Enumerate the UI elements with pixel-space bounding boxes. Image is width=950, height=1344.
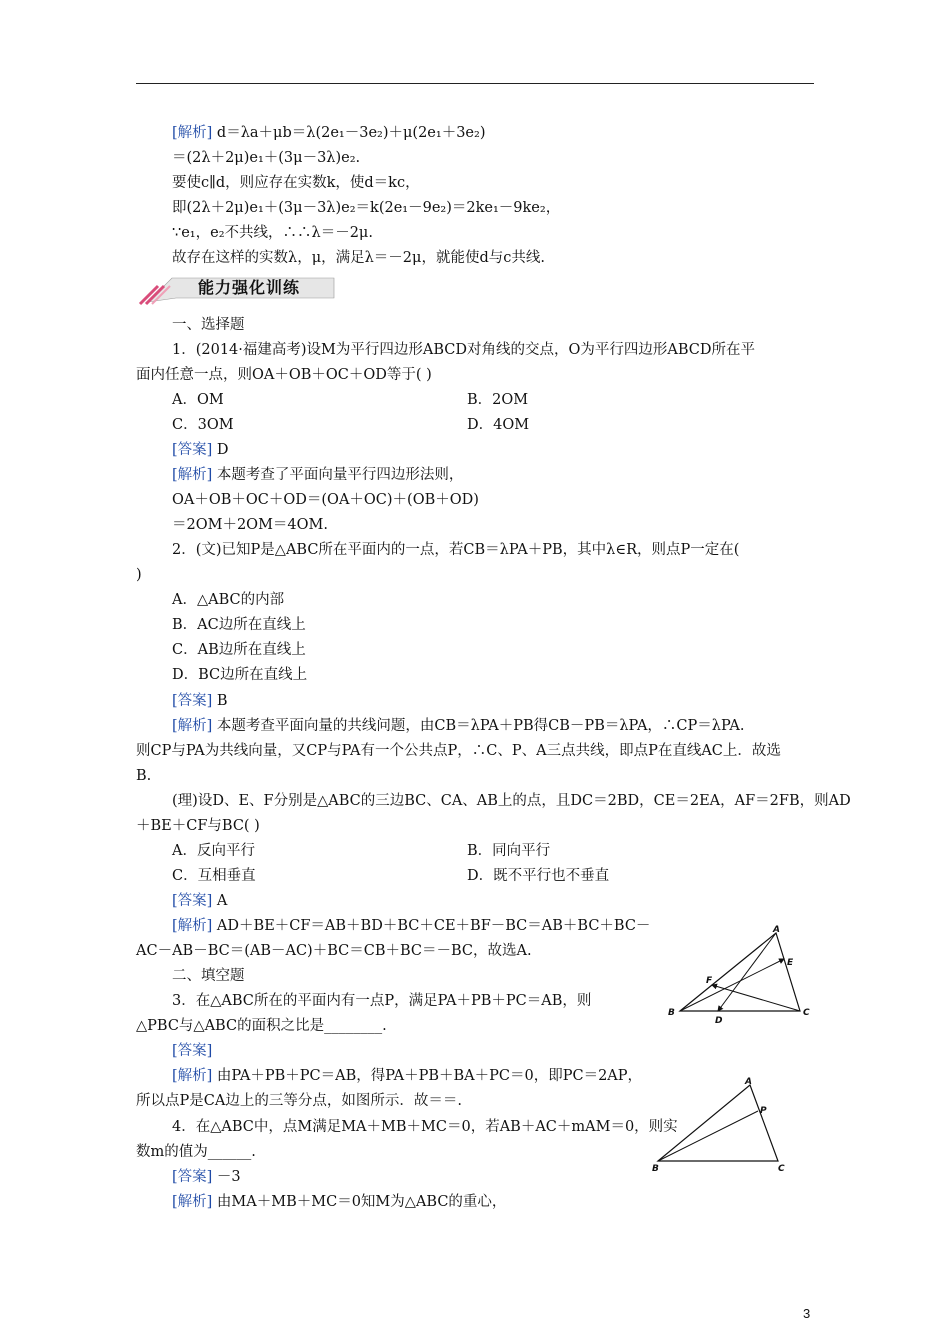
text-line — [172, 515, 328, 535]
line-text: ＋BE＋CF与BC( ) — [136, 818, 260, 834]
text-line — [172, 716, 744, 736]
line-text: 所以点P是CA边上的三等分点，如图所示．故＝＝. — [136, 1093, 462, 1109]
header-rule — [136, 83, 814, 84]
text-line — [172, 916, 650, 936]
text-line — [467, 841, 550, 861]
fig1-label-A: A — [773, 925, 780, 935]
line-text: 4．在△ABC中，点M满足MA＋MB＋MC＝0，若AB＋AC＋mAM＝0，则实 — [172, 1119, 678, 1135]
text-line — [172, 1167, 241, 1187]
text-line — [172, 173, 420, 193]
line-text: AC－AB－BC＝(AB－AC)＋BC＝CB＋BC＝－BC，故选A. — [136, 943, 532, 959]
text-line — [172, 866, 256, 886]
line-text: 要使c∥d，则应存在实数k，使d＝kc， — [172, 175, 420, 191]
text-line — [172, 615, 306, 635]
line-text: ) — [136, 567, 142, 583]
analysis-tag: [解析] — [172, 125, 213, 141]
text-line — [172, 390, 224, 410]
line-text: 2．(文)已知P是△ABC所在平面内的一点，若CB＝λPA＋PB，其中λ∈R，则点P一定在( — [172, 542, 740, 558]
text-line — [172, 1066, 642, 1086]
text-line — [172, 148, 360, 168]
line-text: B．AC边所在直线上 — [172, 617, 306, 633]
line-text: 由MA＋MB＋MC＝0知M为△ABC的重心， — [212, 1194, 507, 1210]
answer-tag: [答案] — [172, 893, 213, 909]
line-text: 数m的值为______. — [136, 1144, 256, 1160]
fig2-label-C: C — [778, 1164, 785, 1174]
analysis-tag: [解析] — [172, 718, 213, 734]
line-text: A．OM — [172, 392, 224, 408]
text-line — [172, 966, 245, 986]
line-text: A．△ABC的内部 — [172, 592, 285, 608]
line-text: 二、填空题 — [172, 968, 245, 984]
figure-triangle-def — [664, 925, 816, 1025]
fig1-label-F: F — [706, 976, 713, 986]
text-line — [172, 891, 227, 911]
text-line — [172, 248, 545, 268]
line-text: C．AB边所在直线上 — [172, 642, 306, 658]
answer-tag: [答案] — [172, 693, 213, 709]
text-line — [172, 1041, 212, 1061]
text-line — [136, 1142, 256, 1162]
text-line — [172, 465, 463, 485]
text-line — [172, 841, 255, 861]
text-line — [136, 1016, 387, 1036]
text-line — [172, 691, 228, 711]
text-line — [172, 340, 755, 360]
text-line — [136, 766, 151, 786]
line-text: ＝(2λ＋2μ)e₁＋(3μ－3λ)e₂. — [172, 150, 361, 166]
text-line — [172, 791, 851, 811]
text-line — [467, 866, 609, 886]
fig2-label-B: B — [652, 1164, 659, 1174]
text-line — [172, 123, 485, 143]
line-text: d＝λa＋μb＝λ(2e₁－3e₂)＋μ(2e₁＋3e₂) — [212, 125, 486, 141]
text-line — [136, 741, 781, 761]
line-text: AD＋BE＋CF＝AB＋BD＋BC＋CE＋BF－BC＝AB＋BC＋BC－ — [212, 918, 651, 934]
line-text: 一、选择题 — [172, 317, 245, 333]
fig2-label-A: A — [745, 1077, 752, 1087]
fig1-label-C: C — [803, 1008, 810, 1018]
text-line — [172, 440, 229, 460]
text-line — [172, 665, 307, 685]
analysis-tag: [解析] — [172, 918, 213, 934]
line-text: △PBC与△ABC的面积之比是________. — [136, 1018, 387, 1034]
figure-triangle-p — [650, 1075, 800, 1175]
line-text: A — [212, 893, 228, 909]
text-line — [172, 315, 245, 335]
answer-tag: [答案] — [172, 1043, 213, 1059]
text-line — [172, 198, 560, 218]
text-line — [136, 941, 532, 961]
line-text: ＝2OM＋2OM＝4OM. — [172, 517, 328, 533]
text-line — [172, 1117, 678, 1137]
line-text: 故存在这样的实数λ，μ，满足λ＝－2μ，就能使d与c共线. — [172, 250, 545, 266]
line-text: 由PA＋PB＋PC＝AB，得PA＋PB＋BA＋PC＝0，即PC＝2AP， — [212, 1068, 643, 1084]
text-line — [136, 1091, 462, 1111]
section-banner-label: 能力强化训练 — [198, 278, 301, 297]
fig1-label-E: E — [787, 958, 794, 968]
fig2-label-P: P — [760, 1106, 767, 1116]
text-line — [172, 490, 479, 510]
text-line — [136, 565, 142, 585]
line-text: 面内任意一点，则OA＋OB＋OC＋OD等于( ) — [136, 367, 432, 383]
line-text: 本题考查平面向量的共线问题，由CB＝λPA＋PB得CB－PB＝λPA，∴CP＝λPA. — [212, 718, 745, 734]
line-text: D．4OM — [467, 417, 530, 433]
fig1-label-D: D — [715, 1016, 723, 1025]
line-text: ∵e₁，e₂不共线，∴∴λ＝－2μ. — [172, 225, 373, 241]
page-number: 3 — [803, 1306, 811, 1321]
text-line — [136, 365, 432, 385]
text-line — [136, 816, 260, 836]
line-text: B. — [136, 768, 152, 784]
text-line — [172, 1192, 506, 1212]
analysis-tag: [解析] — [172, 1068, 213, 1084]
text-line — [172, 640, 306, 660]
line-text: 即(2λ＋2μ)e₁＋(3μ－3λ)e₂＝k(2e₁－9e₂)＝2ke₁－9ke₂， — [172, 200, 561, 216]
line-text: (理)设D、E、F分别是△ABC的三边BC、CA、AB上的点，且DC＝2BD，CE＝2EA，AF＝2FB，则AD — [172, 793, 851, 809]
line-text: B — [212, 693, 228, 709]
line-text: B．2OM — [467, 392, 529, 408]
analysis-tag: [解析] — [172, 1194, 213, 1210]
text-line — [172, 590, 284, 610]
analysis-tag: [解析] — [172, 467, 213, 483]
text-line — [172, 223, 373, 243]
text-line — [172, 991, 591, 1011]
line-text: D．既不平行也不垂直 — [467, 868, 610, 884]
text-line — [467, 415, 529, 435]
line-text: 1．(2014·福建高考)设M为平行四边形ABCD对角线的交点，O为平行四边形ABCD所在平 — [172, 342, 756, 358]
line-text: OA＋OB＋OC＋OD＝(OA＋OC)＋(OB＋OD) — [172, 492, 479, 508]
line-text: C．3OM — [172, 417, 234, 433]
line-text: D — [212, 442, 229, 458]
line-text: A．反向平行 — [172, 843, 255, 859]
line-text: B．同向平行 — [467, 843, 551, 859]
line-text: 则CP与PA为共线向量，又CP与PA有一个公共点P，∴C、P、A三点共线，即点P在直线AC上．故选 — [136, 743, 781, 759]
line-text: D．BC边所在直线上 — [172, 667, 308, 683]
text-line — [467, 390, 528, 410]
text-line — [172, 540, 739, 560]
fig1-label-B: B — [668, 1008, 675, 1018]
answer-tag: [答案] — [172, 1169, 213, 1185]
line-text: －3 — [212, 1169, 241, 1185]
answer-tag: [答案] — [172, 442, 213, 458]
line-text: C．互相垂直 — [172, 868, 256, 884]
line-text: 3．在△ABC所在的平面内有一点P，满足PA＋PB＋PC＝AB，则 — [172, 993, 592, 1009]
line-text: 本题考查了平面向量平行四边形法则， — [212, 467, 464, 483]
text-line — [172, 415, 234, 435]
